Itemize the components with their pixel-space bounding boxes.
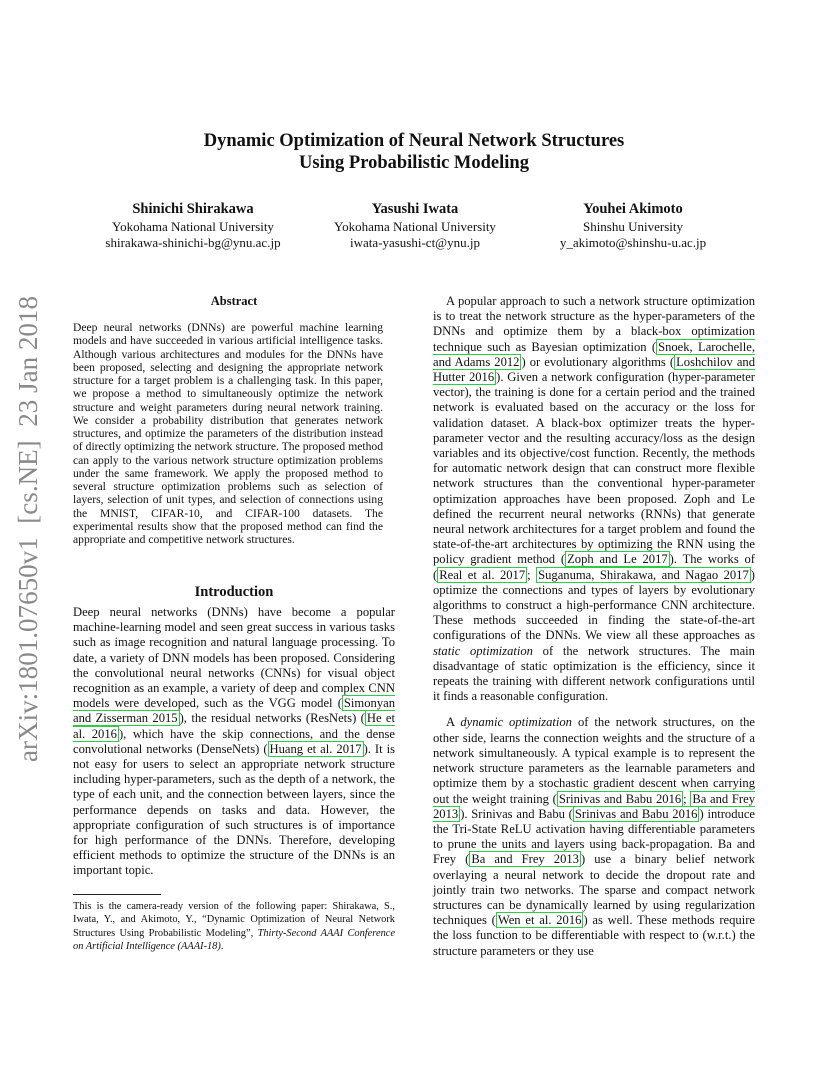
author-block-2 <box>310 200 520 250</box>
citation-link[interactable]: Suganuma, Shirakawa, and Nagao 2017 <box>538 567 749 582</box>
author-block-3 <box>528 200 738 250</box>
citation-link[interactable]: Real et al. 2017 <box>439 567 526 582</box>
abstract-heading: Abstract <box>210 294 258 308</box>
citation-link[interactable]: He et al. 2016 <box>73 711 395 741</box>
right-column <box>433 294 755 959</box>
author-name: Youhei Akimoto <box>583 201 683 217</box>
author-name: Yasushi Iwata <box>371 201 459 217</box>
citation-link[interactable]: Huang et al. 2017 <box>269 741 362 756</box>
citation-link[interactable]: Zoph and Le 2017 <box>567 552 668 567</box>
arxiv-stamp-text: arXiv:1801.07650v1 [cs.NE] 23 Jan 2018 <box>13 297 43 762</box>
footnote: This is the camera-ready version of the following paper: Shirakawa, S., Iwata, Y., and Akimoto, Y., “Dynamic Optimization of Neural Network Structures Using Probabilistic Modeling”, Thirty-Second AAAI Conference on Artificial Intelligence (AAAI-18). <box>73 901 395 952</box>
author-block-1 <box>88 200 298 250</box>
introduction-paragraph: Deep neural networks (DNNs) have become a popular machine-learning model and seen great success in various tasks such as image recognition and natural language processing. To date, a variety of DNN models has been proposed. Considering the convolutional neural networks (CNNs) for visual object recognition as an example, a variety of deep and complex CNN models were developed, such as the VGG model ( Simonyan and Zisserman 2015 ), the residual networks (ResNets) ( He et al. 2016 ), which have the skip connections, and the dense convolutional networks (DenseNets) ( Huang et al. 2017 ). It is not easy for users to select an appropriate network structure including hyper-parameters, such as the depth of a network, the type of each unit, and the connection between layers, since the performance depends on tasks and data. However, the appropriate configuration of such structures is of importance for high performance of the DNNs. Therefore, developing efficient methods to optimize the structure of the DNNs is an important topic. <box>73 605 396 878</box>
title-line-1: Dynamic Optimization of Neural Network Structures <box>203 131 625 151</box>
author-name: Shinichi Shirakawa <box>132 201 254 217</box>
emphasis: static optimization <box>433 643 533 658</box>
citation-link[interactable]: Wen et al. 2016 <box>497 913 582 928</box>
author-affiliation: Yokohama National University <box>334 219 496 234</box>
author-affiliation: Yokohama National University <box>112 219 274 234</box>
citation-link[interactable]: Snoek, Larochelle, and Adams 2012 <box>433 339 755 369</box>
arxiv-stamp <box>6 296 50 762</box>
abstract-text: Deep neural networks (DNNs) are powerful machine learning models and have succeeded in various artificial intelligence tasks. Although various architectures and modules for the DNNs have been proposed, selecting and designing the appropriate network structure for a target problem is a challenging task. In this paper, we propose a method to simultaneously optimize the network structure and weight parameters during neural network training. We consider a probability distribution that generates network structures, and optimize the parameters of the distribution instead of directly optimizing the network structure. The proposed method can apply to the various network structure optimization problems under the same framework. We apply the proposed method to several structure optimization problems such as selection of layers, selection of unit types, and selection of connections using the MNIST, CIFAR-10, and CIFAR-100 datasets. The experimental results show that the proposed method can find the appropriate and competitive network structures. <box>73 321 383 546</box>
citation-link[interactable]: Ba and Frey 2013 <box>471 852 579 867</box>
author-email: shirakawa-shinichi-bg@ynu.ac.jp <box>105 234 281 250</box>
paper-title <box>0 130 828 174</box>
citation-link[interactable]: Srinivas and Babu 2016 <box>574 806 698 821</box>
citation-link[interactable]: Loshchilov and Hutter 2016 <box>433 354 755 385</box>
author-affiliation: Shinshu University <box>582 219 684 234</box>
footnote-venue: Thirty-Second AAAI Conference on Artificial Intelligence (AAAI-18) <box>73 927 395 952</box>
title-line-2: Using Probabilistic Modeling <box>299 153 529 173</box>
author-email: y_akimoto@shinshu-u.ac.jp <box>559 234 707 250</box>
citation-link[interactable]: Ba and Frey 2013 <box>433 791 755 821</box>
body-paragraph: A dynamic optimization of the network structures, on the other side, learns the connection weights and the structure of a network simultaneously. A typical example is to represent the network structure parameters as the learnable parameters and optimize them by a stochastic gradient descent when carrying out the weight training ( Srinivas and Babu 2016 ; Ba and Frey 2013 ). Srinivas and Babu ( Srinivas and Babu 2016 ) introduce the Tri-State ReLU activation having differentiable parameters to prune the units and layers using back-propagation. Ba and Frey ( Ba and Frey 2013 ) use a binary belief network overlaying a neural network to decide the dropout rate and jointly train two networks. The sparse and compact network structures can be dynamically learned by using regularization techniques ( Wen et al. 2016 ) as well. These methods require the loss function to be differentiable with respect to (w.r.t.) the structure parameters or they use <box>433 715 755 958</box>
emphasis: dynamic optimization <box>460 715 572 730</box>
citation-link[interactable]: Simonyan and Zisserman 2015 <box>73 696 395 726</box>
author-email: iwata-yasushi-ct@ynu.jp <box>349 234 481 250</box>
citation-link[interactable]: Srinivas and Babu 2016 <box>558 791 682 806</box>
body-paragraph: A popular approach to such a network structure optimization is to treat the network structure as the hyper-parameters of the DNNs and optimize them by a black-box optimization technique such as Bayesian optimization ( Snoek, Larochelle, and Adams 2012 ) or evolutionary algorithms ( Loshchilov and Hutter 2016 ). Given a network configuration (hyper-parameter vector), the training is done for a certain period and the trained network is evaluated based on the accuracy or the loss for validation dataset. A black-box optimizer treats the hyper-parameter vector and the resulting accuracy/loss as the design variables and its objective/cost function. Recently, the methods for automatic network design that can construct more flexible network structures than the conventional hyper-parameter optimization approaches have been proposed. Zoph and Le defined the recurrent neural networks (RNNs) that generate neural network architectures for a target problem and found the state-of-the-art architectures by optimizing the RNN using the policy gradient method ( Zoph and Le 2017 ). The works of ( Real et al. 2017 ; Suganuma, Shirakawa, and Nagao 2017 ) optimize the connections and types of layers by evolutionary algorithms to construct a high-performance CNN architecture. These methods succeeded in finding the state-of-the-art configurations of the DNNs. We view all these approaches as static optimization of the network structures. The main disadvantage of static optimization is the efficiency, since it repeats the training with different network configurations until it finds a reasonable configuration. <box>433 294 755 704</box>
introduction-heading: Introduction <box>194 584 274 600</box>
footnote-rule <box>73 894 161 895</box>
